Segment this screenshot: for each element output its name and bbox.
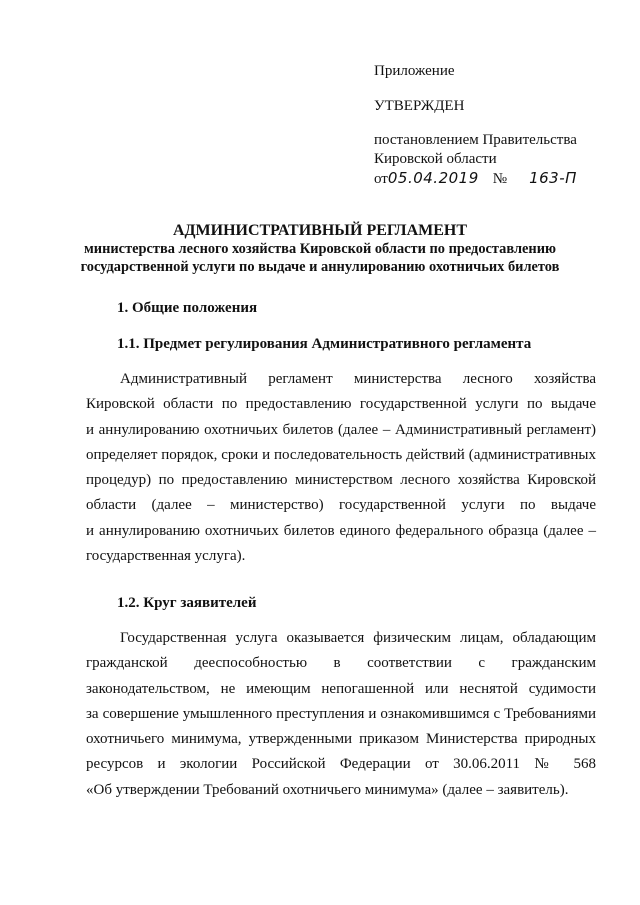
handwritten-date: 05.04.2019 xyxy=(387,169,479,187)
approved-label: УТВЕРЖДЕН xyxy=(374,98,465,114)
document-subtitle-line-2: государственной услуги по выдаче и аннулированию охотничьих билетов xyxy=(80,259,560,275)
paragraph-line: охотничьего минимума, утвержденными приказом Министерства природных xyxy=(86,731,596,748)
approved-by-line-2: Кировской области xyxy=(374,151,497,167)
paragraph-line: «Об утверждении Требований охотничьего минимума» (далее – заявитель). xyxy=(86,781,569,798)
paragraph-line: за совершение умышленного преступления и ознакомившимся с Требованиями xyxy=(86,705,596,722)
paragraph-line: определяет порядок, сроки и последовательность действий (административных xyxy=(86,446,596,463)
document-subtitle-line-1: министерства лесного хозяйства Кировской области по предоставлению xyxy=(84,241,556,257)
section-1-heading: 1. Общие положения xyxy=(117,300,258,316)
date-prefix: от xyxy=(374,171,388,187)
paragraph-line: государственная услуга). xyxy=(86,548,246,565)
number-prefix: № xyxy=(492,171,508,187)
paragraph-line: Государственная услуга оказывается физическим лицам, обладающим xyxy=(120,630,596,646)
paragraph-line: ресурсов и экологии Российской Федерации от 30.06.2011 № 568 xyxy=(86,756,596,773)
date-number-line xyxy=(374,169,577,189)
handwritten-number: 163-П xyxy=(529,169,577,187)
document-title: АДМИНИСТРАТИВНЫЙ РЕГЛАМЕНТ xyxy=(172,222,468,239)
appendix-label: Приложение xyxy=(374,63,455,79)
paragraph-line: и аннулированию охотничьих билетов единого федерального образца (далее – xyxy=(86,522,596,539)
paragraph-line: Кировской области по предоставлению государственной услуги по выдаче xyxy=(86,396,596,413)
paragraph-line: законодательством, не имеющим непогашенной или неснятой судимости xyxy=(86,680,596,697)
section-1-2-heading: 1.2. Круг заявителей xyxy=(117,595,257,611)
section-1-1-paragraph xyxy=(86,367,596,569)
paragraph-line: области (далее – министерство) государственной услуги по выдаче xyxy=(86,497,596,514)
paragraph-line: и аннулированию охотничьих билетов (далее – Административный регламент) xyxy=(86,421,596,438)
paragraph-line: Административный регламент министерства лесного хозяйства xyxy=(120,371,596,387)
section-1-1-heading: 1.1. Предмет регулирования Административного регламента xyxy=(117,336,532,352)
paragraph-line: гражданской дееспособностью в соответствии с гражданским xyxy=(86,655,596,672)
approval-block xyxy=(374,62,577,189)
paragraph-line: процедур) по предоставлению министерством лесного хозяйства Кировской xyxy=(86,472,596,489)
approved-by-line-1: постановлением Правительства xyxy=(374,132,577,148)
section-1-2-paragraph xyxy=(86,626,596,803)
